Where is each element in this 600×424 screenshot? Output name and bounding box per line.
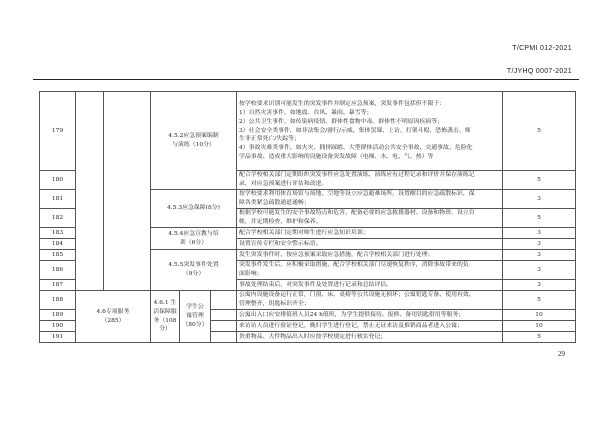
- score: 3: [503, 261, 576, 280]
- blank-cell: [211, 310, 237, 321]
- requirement-line: 根据学校可能发生的安全事故特点和危害，配备必要的应急救援器材、设备和物资，设立台: [239, 210, 475, 217]
- requirement-line: 2）公共卫生事件，如传染病疫情、群体性食物中毒、群体性不明原因疾病等；: [239, 118, 444, 125]
- evaluation-table: [39, 91, 576, 343]
- blank-cell: [211, 332, 237, 343]
- requirement-line: 配合学校相关部门定期对师生进行应急知识培训；: [239, 229, 369, 236]
- l1-cell: [76, 92, 104, 291]
- section-training: 4.5.4应急宣教与培 训（6分）: [151, 228, 237, 250]
- row-number: 183: [40, 228, 76, 239]
- row-number: 185: [40, 250, 76, 261]
- requirement-line: 生非正常死亡/失踪等；: [239, 136, 300, 143]
- requirement: [237, 92, 503, 171]
- requirement-line: 障各类紧急疏散通道通畅；: [239, 200, 310, 206]
- requirement-line: 设置宣传专栏和安全警示标语。: [239, 240, 322, 247]
- requirement-line: 公寓内设施设备运行正常，门窗、床、桌椅等公共设施无损坏；公寓钥匙专备、使用有效、: [239, 292, 475, 299]
- requirement-line: 事故处理结束后，对突发事件及处置进行记录和总结评估。: [239, 281, 393, 288]
- score: 10: [503, 310, 576, 321]
- row-number: 188: [40, 291, 76, 310]
- score: 10: [503, 321, 576, 332]
- requirement: [237, 190, 503, 209]
- row-number: 186: [40, 261, 76, 280]
- requirement-line: 发生突发事件时，按应急预案采取应急措施，配合学校相关部门进行处理；: [239, 251, 434, 258]
- requirement-line: 按学校要求利用体育场馆与场地、空地等设立应急避难场所，设置醒目的应急疏散标识，保: [239, 191, 475, 198]
- table-row: [40, 291, 576, 310]
- requirement-line: 突发事件发生后，应积极采取措施，配合学校相关部门尽速恢复秩序，消除事故带来的负: [239, 262, 469, 269]
- requirement: [237, 239, 503, 250]
- requirement-line: 贵重物品、大件物品出入时应按学校规定进行核实登记；: [239, 333, 387, 340]
- score: 3: [503, 239, 576, 250]
- requirement: [237, 332, 503, 343]
- requirement-line: 来访访人员进行验证登记，晚归学生进行登记，禁止无证来访及推销商品者进入公寓；: [239, 322, 463, 329]
- row-number: 187: [40, 280, 76, 291]
- score: 5: [503, 209, 576, 228]
- l2-cell: [104, 92, 151, 291]
- requirement: [237, 280, 503, 291]
- header-rule: [33, 79, 579, 80]
- section-special-services: 4.6专项服务 （285）: [76, 291, 151, 343]
- requirement-line: 管理整齐，钥匙标识齐全；: [239, 301, 310, 307]
- requirement: [237, 261, 503, 280]
- score: 5: [503, 92, 576, 171]
- requirement-line: 公寓出入口应安排值班人员24 h值班，为学生提供接待、报修、备用钥匙借用等服务；: [239, 311, 465, 318]
- standard-code-secondary: T/JYHQ 0007-2021: [506, 68, 572, 75]
- requirement: [237, 171, 503, 190]
- requirement: [237, 321, 503, 332]
- score: 3: [503, 228, 576, 239]
- row-number: 184: [40, 239, 76, 250]
- requirement-line: 配合学校相关部门定期组织突发事件应急处置演练，演练应有过程记录和评价并保存演练记: [239, 172, 475, 179]
- requirement: [237, 250, 503, 261]
- requirement: [237, 310, 503, 321]
- section-plan: 4.5.2应急预案编制 与演练（10分）: [151, 92, 237, 190]
- row-number: 179: [40, 92, 76, 171]
- requirement-line: 4）事故灾难类事件，如火灾、拥挤踩踏、大型群体活动公共安全事故、交通事故、危险化: [239, 145, 473, 152]
- requirement: [237, 228, 503, 239]
- blank-cell: [211, 291, 237, 310]
- requirement-line: 帐，并定期检查、维护和保养。: [239, 219, 322, 225]
- requirement: [237, 291, 503, 310]
- section-living-support: 4.6.1 生 活保障服 务（108 分）: [151, 291, 180, 343]
- row-number: 191: [40, 332, 76, 343]
- row-number: 190: [40, 321, 76, 332]
- row-number: 181: [40, 190, 76, 209]
- score: 5: [503, 291, 576, 310]
- score: 3: [503, 190, 576, 209]
- standard-code-primary: T/CPMI 012-2021: [512, 45, 572, 52]
- score: 3: [503, 280, 576, 291]
- requirement: [237, 209, 503, 228]
- requirement-line: 录，对应急预案进行评估和改进。: [239, 181, 328, 187]
- table-row: [40, 92, 576, 171]
- section-handling: 4.5.5突发事件处置 （9分）: [151, 250, 237, 291]
- requirement-line: 面影响；: [239, 271, 263, 277]
- page-number: 29: [558, 350, 565, 358]
- score: 3: [503, 250, 576, 261]
- row-number: 180: [40, 171, 76, 190]
- row-number: 182: [40, 209, 76, 228]
- requirement-line: 1）自然灾害事件，如地震、台风、暴雨、暴雪等；: [239, 109, 373, 116]
- requirement-line: 3）社会安全类事件，如非法集会/游行/示威、集体罢课、上访、打架斗殴、恐怖袭击、师: [239, 127, 471, 134]
- requirement-line: 学品事故、造成重大影响的设施设备突发故障（电梯、水、电、气、热）等: [239, 154, 434, 161]
- blank-cell: [211, 321, 237, 332]
- score: 5: [503, 332, 576, 343]
- section-apartment-management: 学生公 寓管理 （80分）: [180, 291, 211, 343]
- section-guarantee: 4.5.3应急保障(8分): [151, 190, 237, 228]
- score: 5: [503, 171, 576, 190]
- row-number: 189: [40, 310, 76, 321]
- requirement-line: 按学校要求识别可能发生的突发事件并制定应急预案，突发事件包括但不限于：: [239, 100, 446, 107]
